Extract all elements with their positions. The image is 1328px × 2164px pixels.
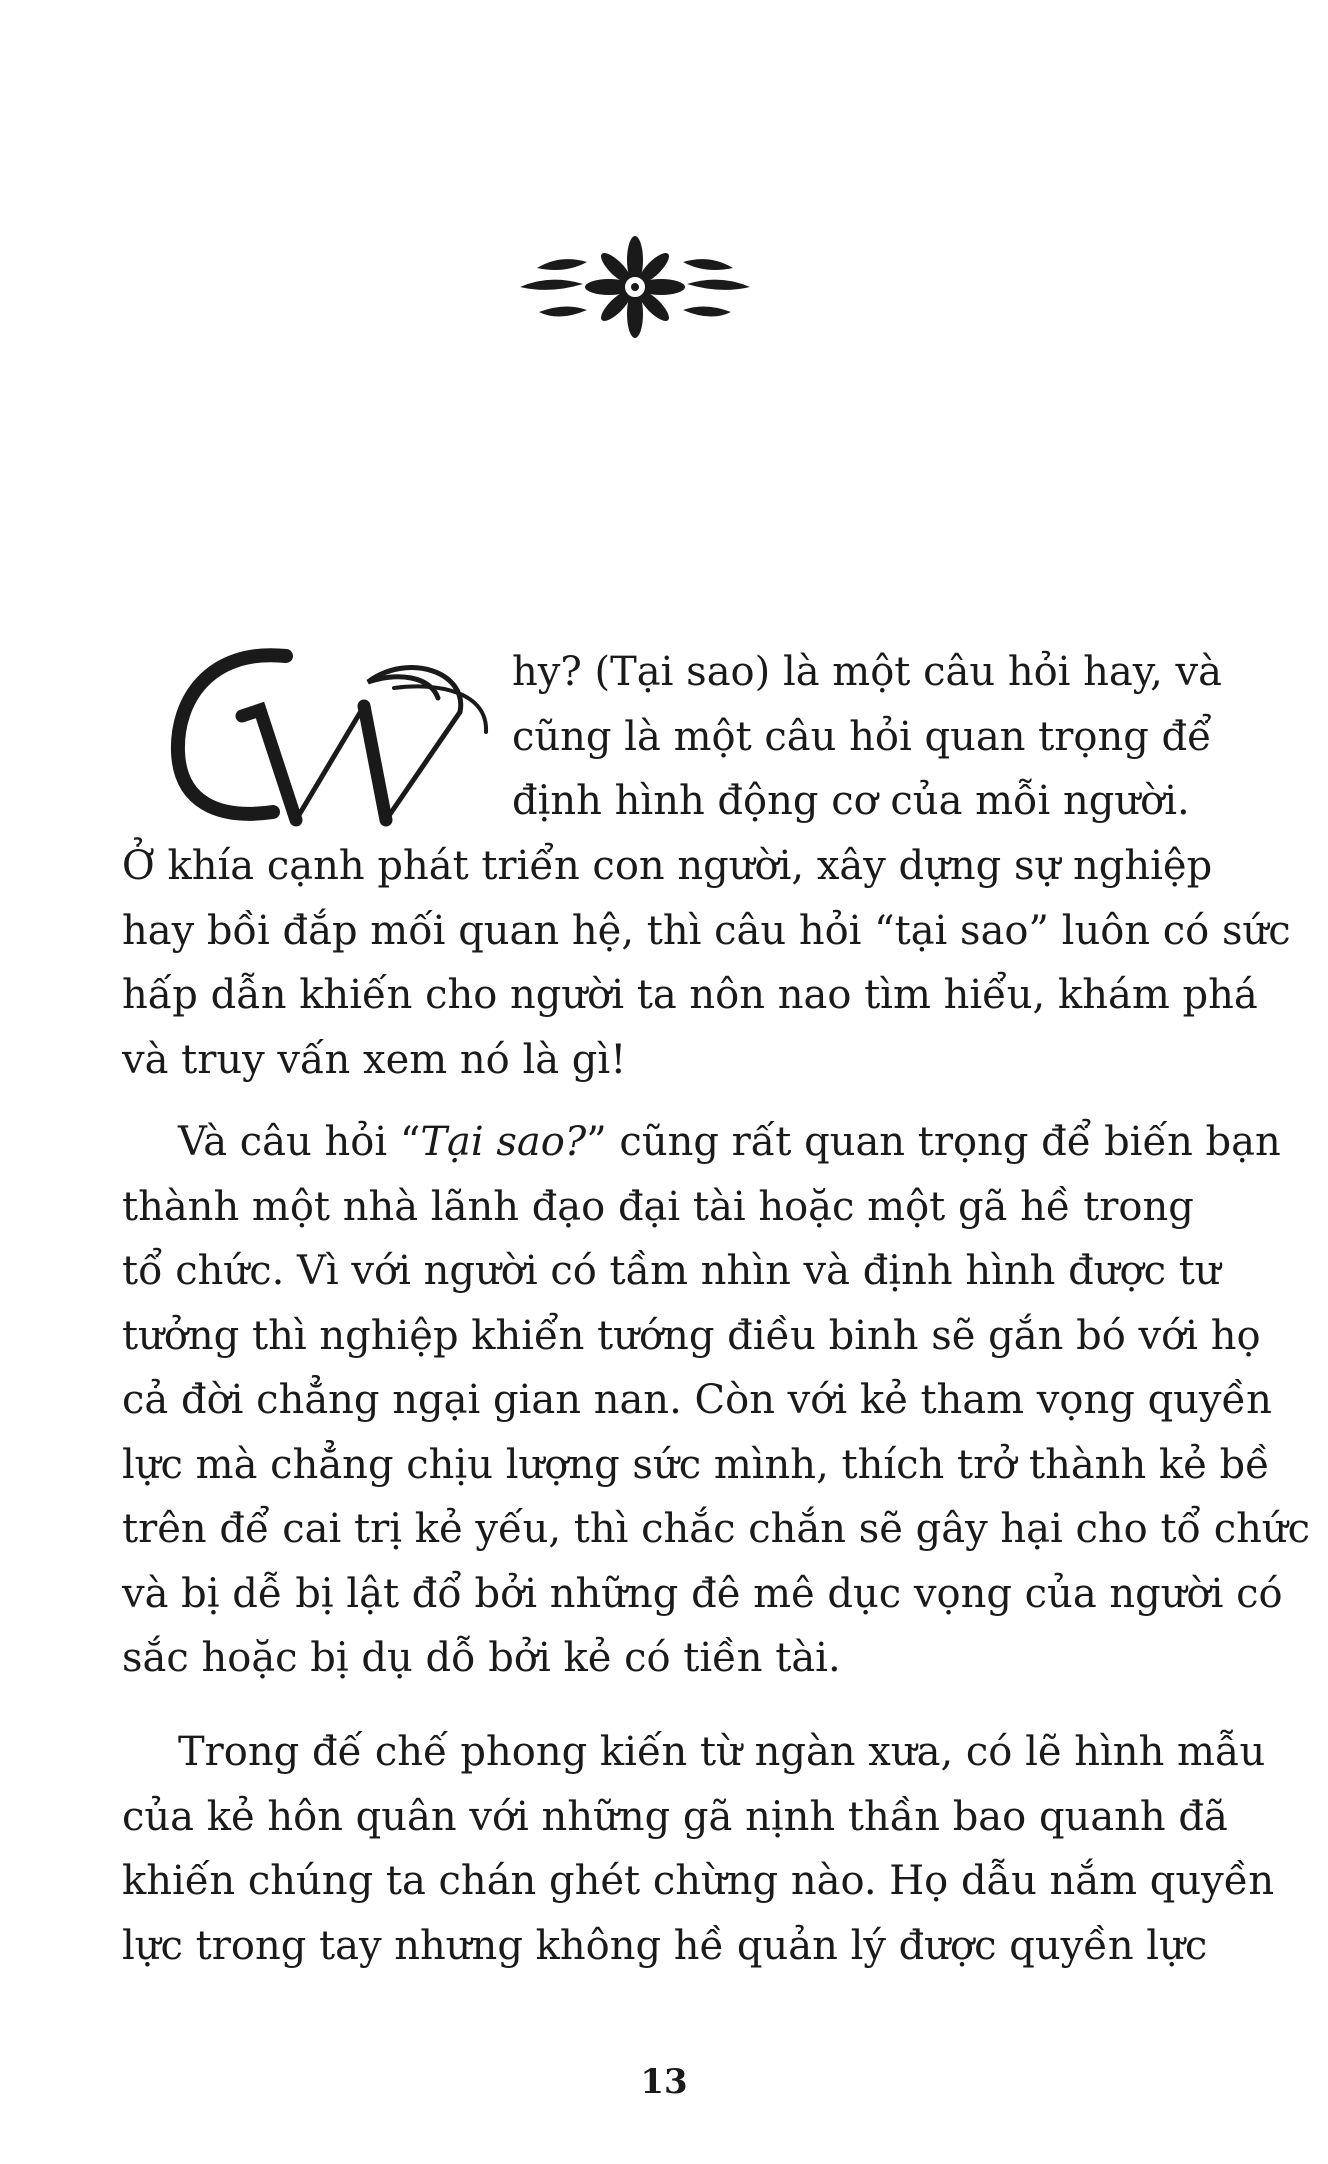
italic-term: Tại sao? (420, 1119, 587, 1165)
text-line: thành một nhà lãnh đạo đại tài hoặc một gã hề trong (122, 1183, 1194, 1230)
paragraph-1-intro (512, 640, 1222, 834)
flower-ornament-icon (515, 232, 755, 342)
text-line: sắc hoặc bị dụ dỗ bởi kẻ có tiền tài. (122, 1635, 841, 1681)
text-line: cũng là một câu hỏi quan trọng để (512, 713, 1212, 760)
svg-text:W: W (168, 642, 170, 643)
text-line: tưởng thì nghiệp khiển tướng điều binh sẽ gắn bó với họ (122, 1312, 1261, 1359)
text-line: tổ chức. Vì với người có tầm nhìn và định hình được tư (122, 1248, 1221, 1294)
paragraph-3 (122, 1720, 1275, 1978)
text-line: hy? (Tại sao) là một câu hỏi hay, và (512, 649, 1222, 695)
text-line: hấp dẫn khiến cho người ta nôn nao tìm hiểu, khám phá (122, 972, 1258, 1018)
text-line: định hình động cơ của mỗi người. (512, 778, 1190, 824)
text-line: của kẻ hôn quân với những gã nịnh thần bao quanh đã (122, 1793, 1228, 1840)
paragraph-1-body (122, 834, 1291, 1092)
text-line: và truy vấn xem nó là gì! (122, 1036, 627, 1083)
text-line: lực trong tay nhưng không hề quản lý được quyền lực (122, 1922, 1208, 1969)
text-line: Ở khía cạnh phát triển con người, xây dựng sự nghiệp (122, 843, 1213, 889)
page-number: 13 (640, 2062, 688, 2102)
text-line: hay bồi đắp mối quan hệ, thì câu hỏi “tại sao” luôn có sức (122, 907, 1291, 954)
text-line: cả đời chẳng ngại gian nan. Còn với kẻ tham vọng quyền (122, 1377, 1272, 1423)
paragraph-2 (122, 1110, 1311, 1691)
text-line: khiến chúng ta chán ghét chừng nào. Họ dẫu nắm quyền (122, 1858, 1275, 1904)
text-line: Và câu hỏi “Tại sao?” cũng rất quan trọng để biến bạn (178, 1119, 1281, 1165)
text-line: Trong đế chế phong kiến từ ngàn xưa, có lẽ hình mẫu (178, 1729, 1266, 1775)
text-line: trên để cai trị kẻ yếu, thì chắc chắn sẽ gây hại cho tổ chức (122, 1506, 1311, 1552)
drop-cap-letter (168, 642, 498, 842)
text-line: lực mà chẳng chịu lượng sức mình, thích trở thành kẻ bề (122, 1441, 1270, 1488)
text-line: và bị dễ bị lật đổ bởi những đê mê dục vọng của người có (122, 1570, 1283, 1617)
